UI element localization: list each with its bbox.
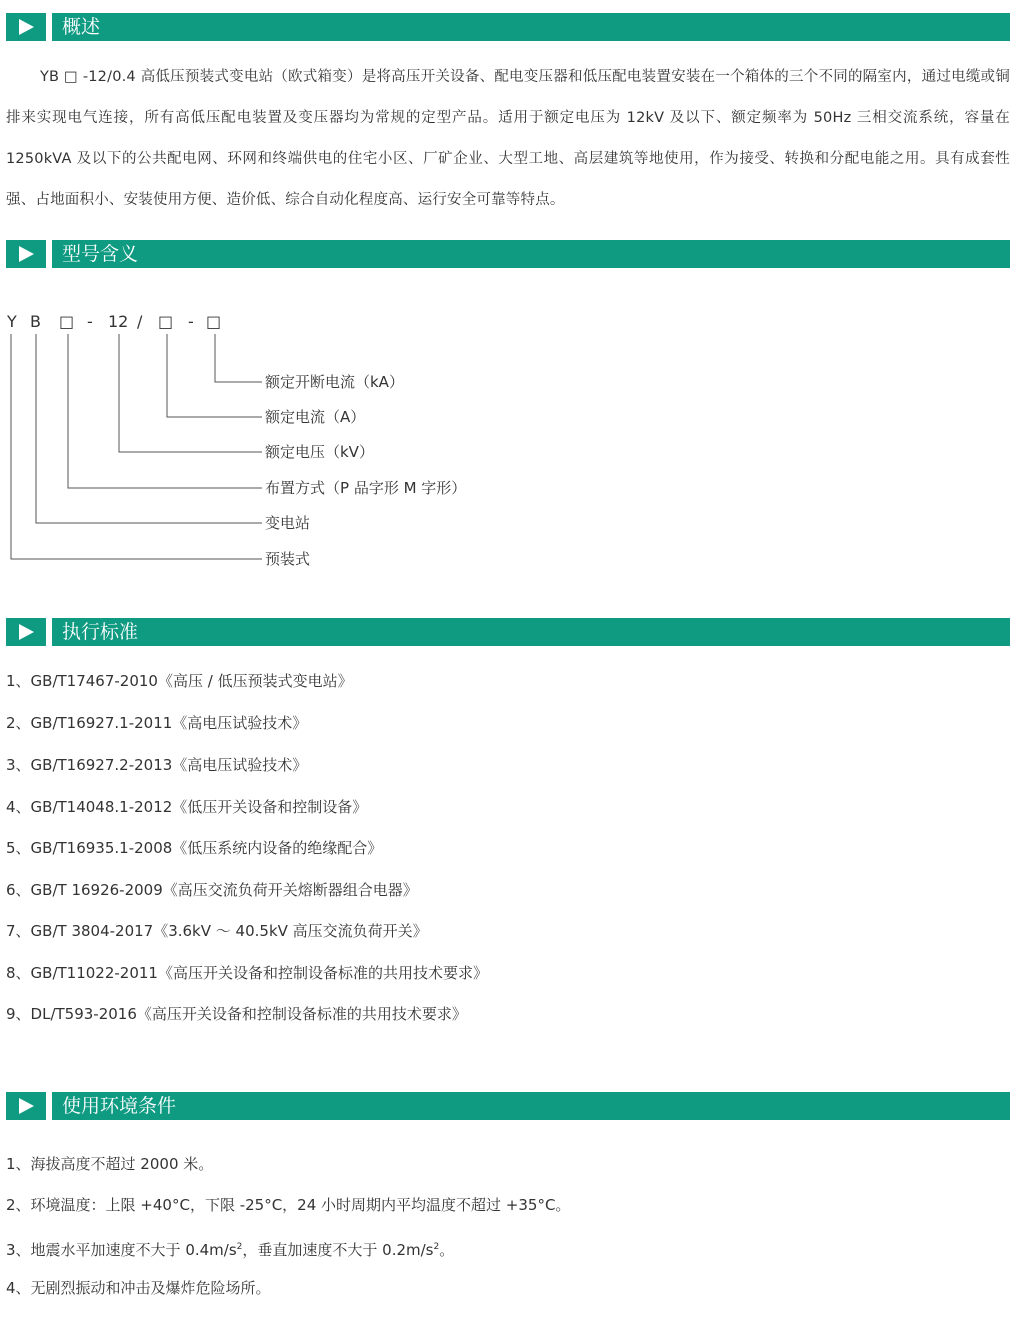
legend-prefab: 预装式 xyxy=(265,550,311,568)
section-title-standards: 执行标准 xyxy=(62,621,139,643)
list-item: 4、无剧烈振动和冲击及爆炸危险场所。 xyxy=(6,1279,271,1297)
list-item: 3、地震水平加速度不大于 $0.4m/s^2$，垂直加速度不大于 $0.2m/s^2$。 xyxy=(6,1241,455,1259)
list-item: 7、GB/T 3804-2017《3.6kV ～ 40.5kV 高压交流负荷开关》 xyxy=(6,922,428,940)
play-triangle-icon xyxy=(6,13,46,41)
list-item: 4、GB/T14048.1-2012《低压开关设备和控制设备》 xyxy=(6,798,368,816)
legend-layout: 布置方式（P 品字形 M 字形） xyxy=(265,479,467,497)
list-item: 1、GB/T17467-2010《高压 / 低压预装式变电站》 xyxy=(6,672,353,690)
code-part-dash: - xyxy=(87,312,93,331)
list-item: 9、DL/T593-2016《高压开关设备和控制设备标准的共用技术要求》 xyxy=(6,1005,467,1023)
connector-substation xyxy=(36,334,262,523)
code-part-layout: □ xyxy=(59,312,75,331)
code-part-voltage: 12 xyxy=(108,312,129,331)
code-part-b: B xyxy=(30,312,41,331)
legend-substation: 变电站 xyxy=(265,514,311,532)
list-item: 5、GB/T16935.1-2008《低压系统内设备的绝缘配合》 xyxy=(6,839,383,857)
section-title-model: 型号含义 xyxy=(62,243,139,265)
code-part-slash: / xyxy=(137,312,143,331)
connector-layout xyxy=(68,334,262,488)
model-connector-lines xyxy=(0,330,270,570)
legend-rated-current: 额定电流（A） xyxy=(265,408,366,426)
connector-prefab xyxy=(11,334,262,559)
section-header-environment xyxy=(6,1092,1010,1120)
list-item: 2、GB/T16927.1-2011《高电压试验技术》 xyxy=(6,714,308,732)
connector-breaking-current xyxy=(215,334,262,382)
section-title-environment: 使用环境条件 xyxy=(62,1095,177,1117)
play-triangle-icon xyxy=(6,240,46,268)
list-item: 8、GB/T11022-2011《高压开关设备和控制设备标准的共用技术要求》 xyxy=(6,964,488,982)
code-part-y: Y xyxy=(7,312,17,331)
connector-rated-voltage xyxy=(119,334,262,452)
list-item: 2、环境温度：上限 +40°C，下限 -25°C，24 小时周期内平均温度不超过 +35°C。 xyxy=(6,1196,571,1214)
legend-breaking-current: 额定开断电流（kA） xyxy=(265,373,404,391)
code-part-current: □ xyxy=(158,312,174,331)
play-triangle-icon xyxy=(6,1092,46,1120)
list-item: 1、海拔高度不超过 2000 米。 xyxy=(6,1155,214,1173)
section-header-standards xyxy=(6,618,1010,646)
overview-paragraph: YB □ -12/0.4 高低压预装式变电站（欧式箱变）是将高压开关设备、配电变压器和低压配电装置安装在一个箱体的三个不同的隔室内，通过电缆或铜排来实现电气连接，所有高低压配电装置及变压器均为常规的定型产品。适用于额定电压为 12kV 及以下、额定频率为 50Hz 三相交流系统，容量在 1250kVA 及以下的公共配电网、环网和终端供电的住宅小区、厂矿企业、大型工地、高层建筑等地使用，作为接受、转换和分配电能之用。具有成套性强、占地面积小、安装使用方便、造价低、综合自动化程度高、运行安全可靠等特点。 xyxy=(6,69,1010,208)
list-item: 3、GB/T16927.2-2013《高电压试验技术》 xyxy=(6,756,308,774)
legend-rated-voltage: 额定电压（kV） xyxy=(265,443,374,461)
section-title-overview: 概述 xyxy=(62,16,101,38)
code-part-breaking: □ xyxy=(206,312,222,331)
code-part-dash: - xyxy=(188,312,194,331)
list-item: 6、GB/T 16926-2009《高压交流负荷开关熔断器组合电器》 xyxy=(6,881,418,899)
play-triangle-icon xyxy=(6,618,46,646)
section-header-model xyxy=(6,240,1010,268)
section-header-overview xyxy=(6,13,1010,41)
